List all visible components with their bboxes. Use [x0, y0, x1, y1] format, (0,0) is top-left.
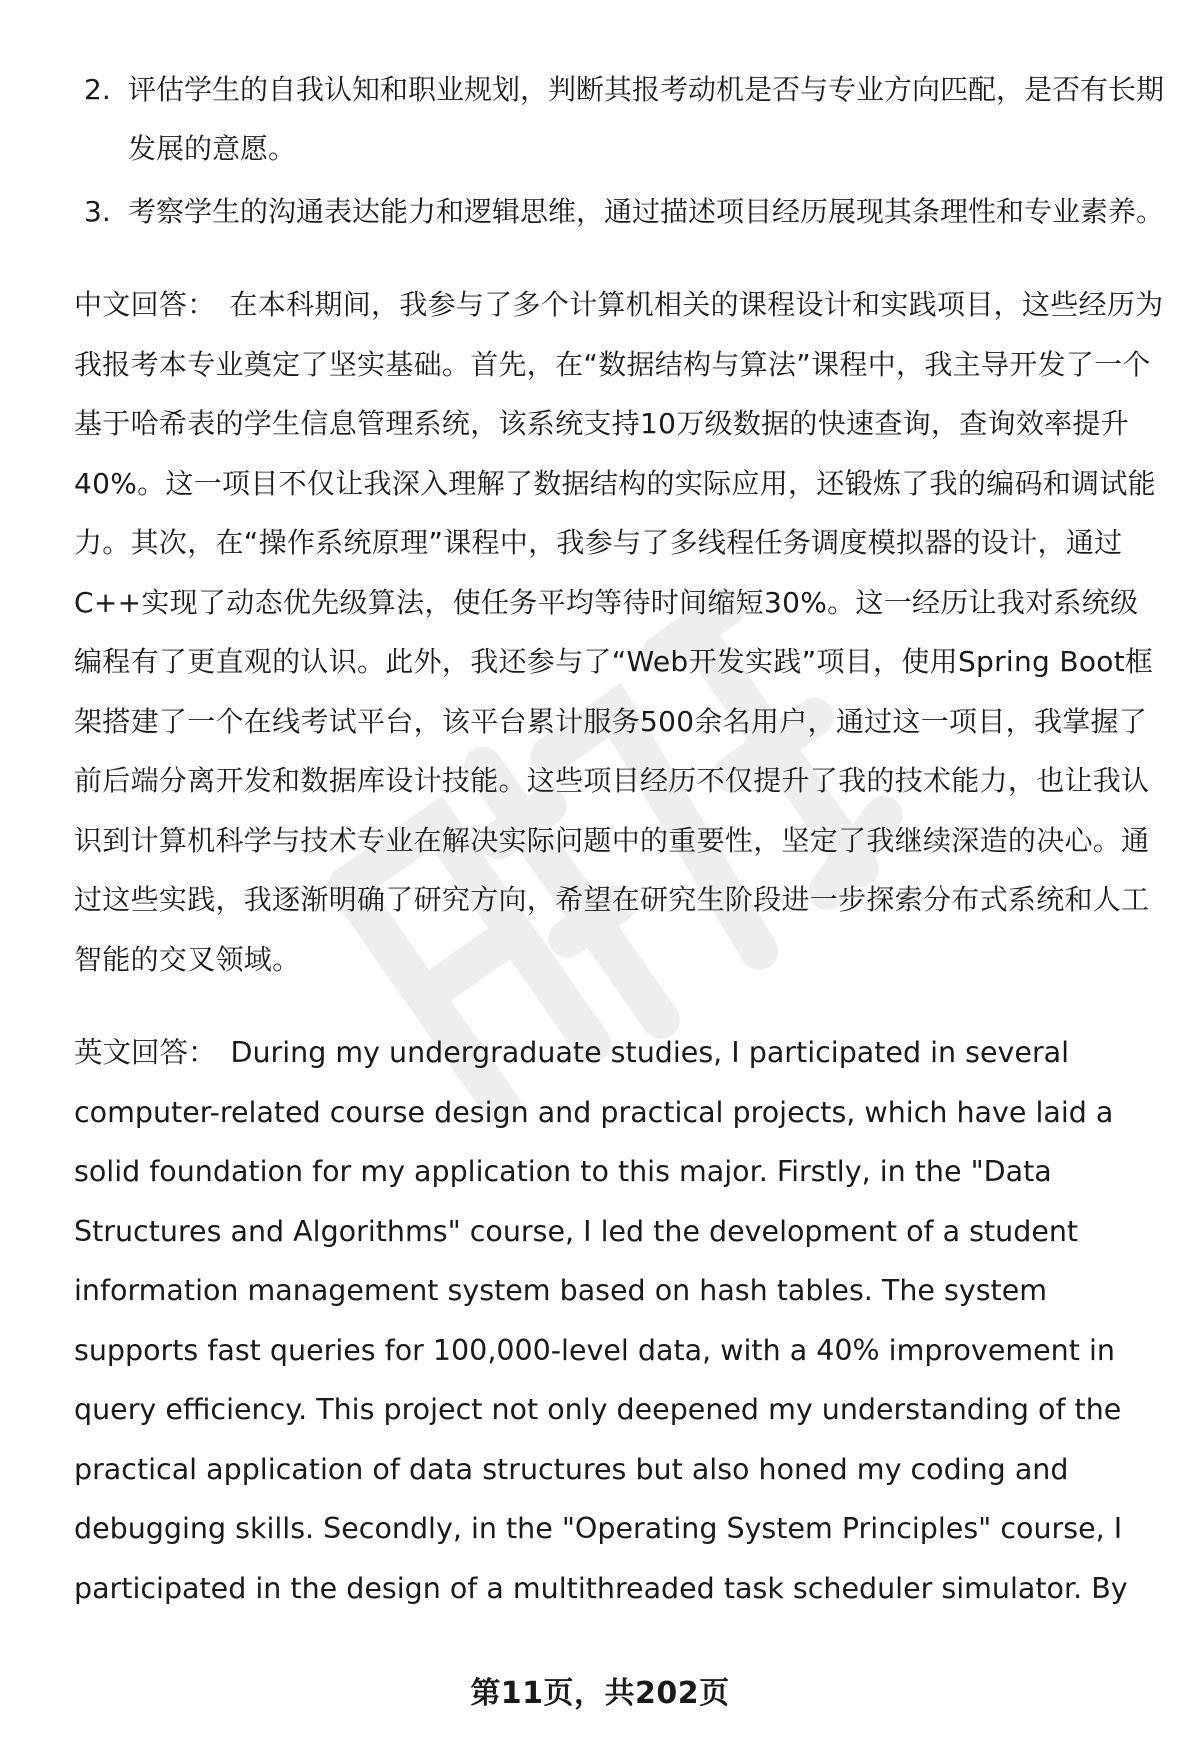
chinese-answer-text: 在本科期间，我参与了多个计算机相关的课程设计和实践项目，这些经历为我报考本专业奠定了坚实基础。首先，在“数据结构与算法”课程中，我主导开发了一个基于哈希表的学生信息管理系统，该系统支持10万级数据的快速查询，查询效率提升40%。这一项目不仅让我深入理解了数据结构的实际应用，还锻炼了我的编码和调试能力。其次，在“操作系统原理”课程中，我参与了多线程任务调度模拟器的设计，通过C++实现了动态优先级算法，使任务平均等待时间缩短30%。这一经历让我对系统级编程有了更直观的认识。此外，我还参与了“Web开发实践”项目，使用Spring Boot框架搭建了一个在线考试平台，该平台累计服务500余名用户，通过这一项目，我掌握了前后端分离开发和数据库设计技能。这些项目经历不仅提升了我的技术能力，也让我认识到计算机科学与技术专业在解决实际问题中的重要性，坚定了我继续深造的决心。通过这些实践，我逐渐明确了研究方向，希望在研究生阶段进一步探索分布式系统和人工智能的交叉领域。: [74, 288, 1164, 976]
page-footer: 第11页，共202页: [470, 1676, 730, 1711]
list-item: [74, 60, 1164, 178]
english-answer-paragraph: [74, 1023, 1164, 1618]
chinese-answer-paragraph: [74, 275, 1164, 989]
chinese-answer-label: 中文回答：: [74, 288, 216, 321]
list-text: 评估学生的自我认知和职业规划，判断其报考动机是否与专业方向匹配，是否有长期发展的意愿。: [128, 73, 1165, 165]
evaluation-list: [74, 60, 1164, 241]
page-content: [74, 60, 1164, 1618]
english-answer-text: During my undergraduate studies, I participated in several computer-related course design and practical projects, which have laid a solid foundation for my application to this major. Firstly, in the "Data Structures and Algorithms" course, I led the development of a student information management system based on hash tables. The system supports fast queries for 100,000-level data, with a 40% improvement in query efficiency. This project not only deepened my understanding of the practical application of data structures but also honed my coding and debugging skills. Secondly, in the "Operating System Principles" course, I participated in the design of a multithreaded task scheduler simulator. By: [74, 1036, 1128, 1605]
list-number: 2.: [84, 73, 111, 106]
list-number: 3.: [84, 195, 111, 228]
english-answer-label: 英文回答：: [74, 1036, 217, 1069]
list-text: 考察学生的沟通表达能力和逻辑思维，通过描述项目经历展现其条理性和专业素养。: [128, 195, 1165, 228]
list-item: [74, 182, 1164, 241]
